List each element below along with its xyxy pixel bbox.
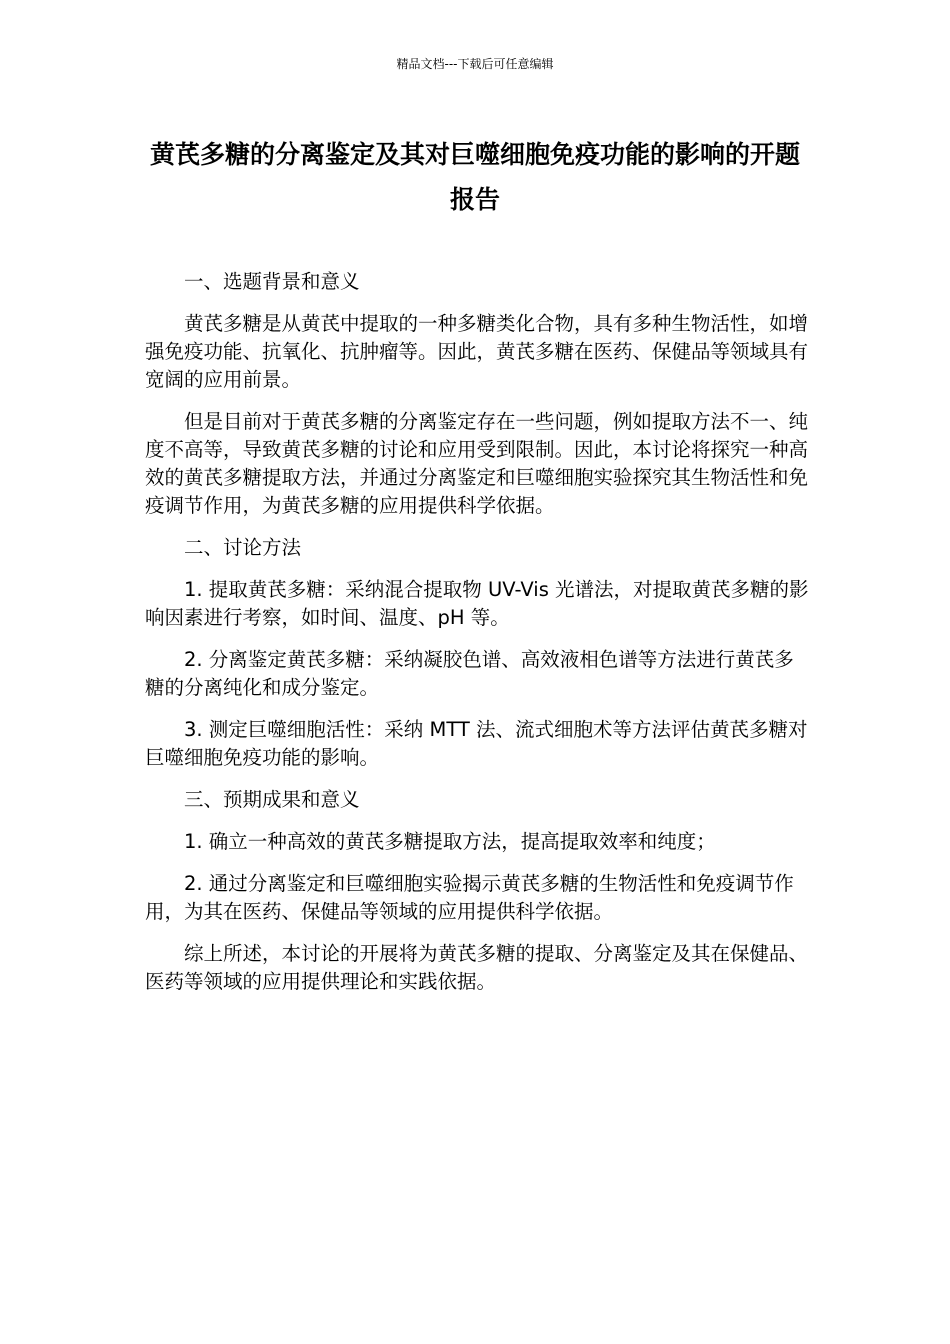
page-header: 精品文档---下载后可任意编辑 [396,57,554,71]
paragraph-background-1: 黄芪多糖是从黄芪中提取的一种多糖类化合物，具有多种生物活性，如增强免疫功能、抗氧化、抗肿瘤等。因此，黄芪多糖在医药、保健品等领域具有宽阔的应用前景。 [145,312,809,391]
methods-item-3: 3. 测定巨噬细胞活性：采纳 MTT 法、流式细胞术等方法评估黄芪多糖对巨噬细胞免疫功能的影响。 [145,718,808,769]
methods-item-2: 2. 分离鉴定黄芪多糖：采纳凝胶色谱、高效液相色谱等方法进行黄芪多糖的分离纯化和成分鉴定。 [145,648,794,699]
methods-item-1: 1. 提取黄芪多糖：采纳混合提取物 UV-Vis 光谱法，对提取黄芪多糖的影响因素进行考察，如时间、温度、pH 等。 [145,578,809,629]
document-body [145,268,809,1010]
paragraph-conclusion: 综上所述，本讨论的开展将为黄芪多糖的提取、分离鉴定及其在保健品、医药等领域的应用提供理论和实践依据。 [145,942,809,993]
section-heading-methods: 二、讨论方法 [184,536,302,559]
section-heading-background: 一、选题背景和意义 [184,270,360,293]
document-title: 黄芪多糖的分离鉴定及其对巨噬细胞免疫功能的影响的开题报告 [149,140,800,214]
results-item-2: 2. 通过分离鉴定和巨噬细胞实验揭示黄芪多糖的生物活性和免疫调节作用，为其在医药、保健品等领域的应用提供科学依据。 [145,872,794,923]
paragraph-background-2: 但是目前对于黄芪多糖的分离鉴定存在一些问题，例如提取方法不一、纯度不高等，导致黄芪多糖的讨论和应用受到限制。因此，本讨论将探究一种高效的黄芪多糖提取方法，并通过分离鉴定和巨噬细胞实验探究其生物活性和免疫调节作用，为黄芪多糖的应用提供科学依据。 [145,410,809,517]
section-heading-results: 三、预期成果和意义 [184,788,360,811]
results-item-1: 1. 确立一种高效的黄芪多糖提取方法，提高提取效率和纯度； [184,830,716,853]
